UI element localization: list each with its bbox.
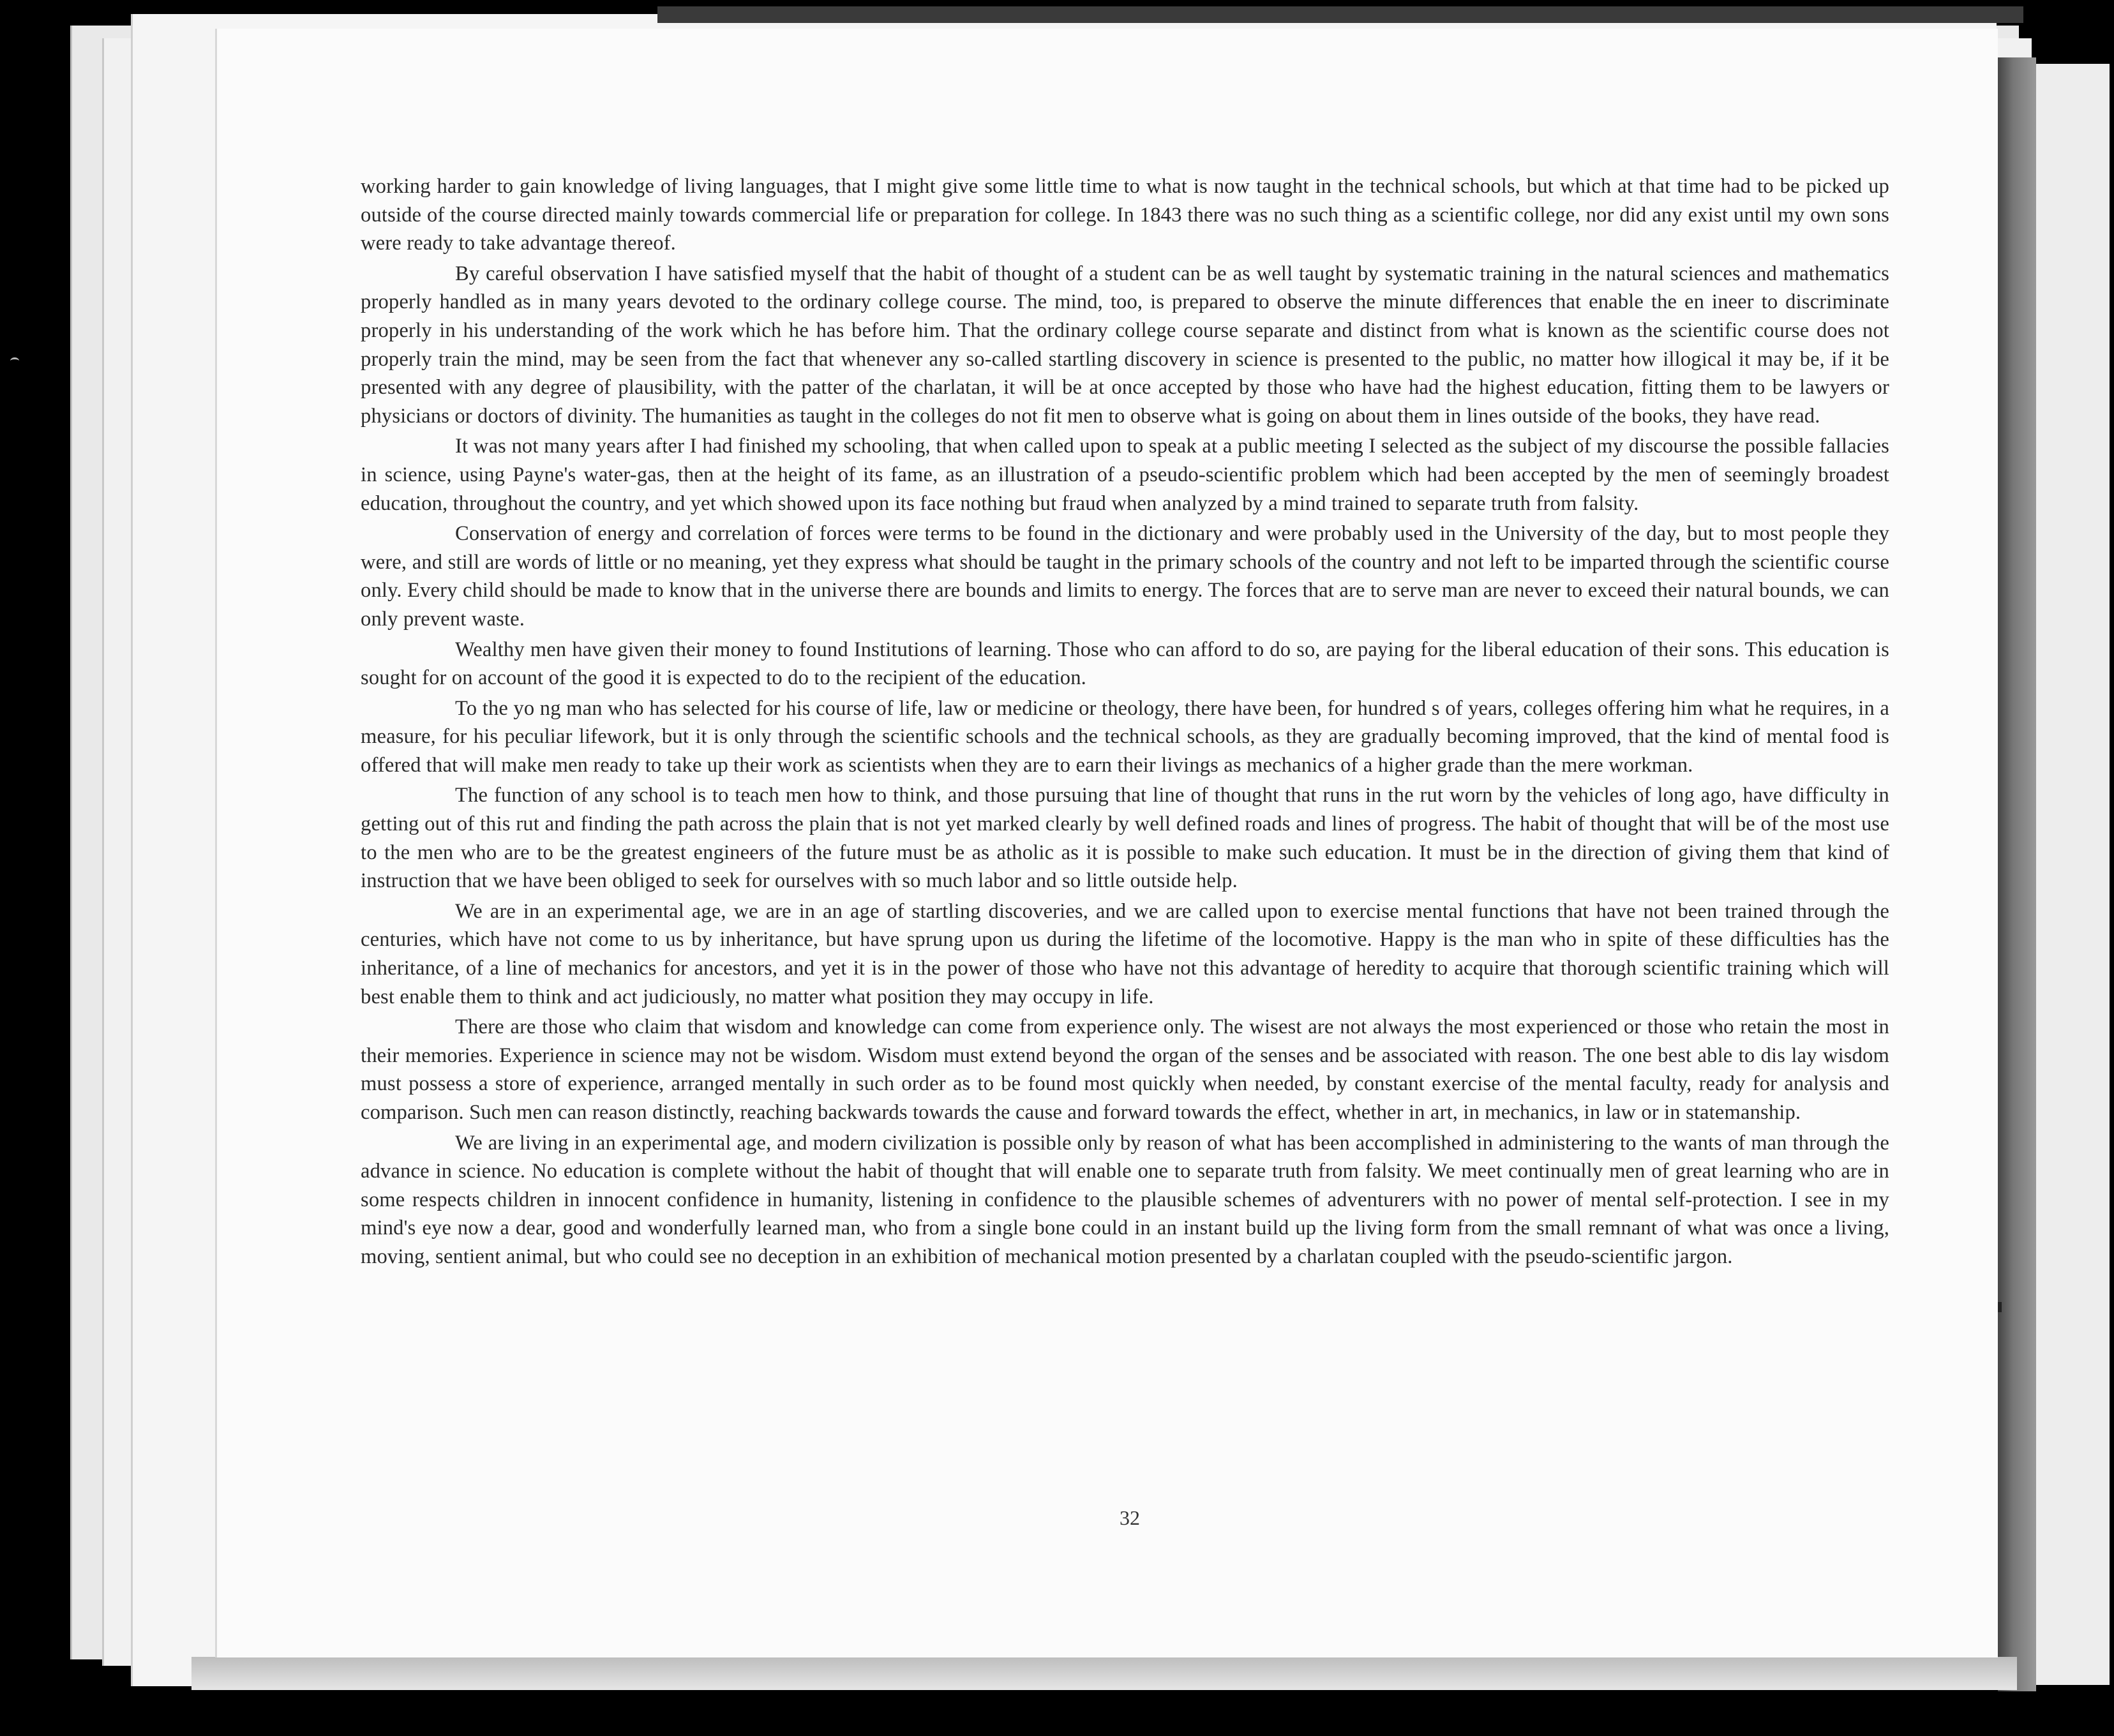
paragraph: We are in an experimental age, we are in an age of startling discoveries, and we are called upon to exercise mental functions that have not been trained through the centuries, which have not come to us by inheritance, but have sprung upon us during the lifetime of the locomotive. Happy is the man who in spite of these difficulties has the inheritance, of a line of mechanics for ancestors, and yet it is in the power of those who have not this advantage of heredity to acquire that thorough scientific training which will best enable them to think and act judiciously, no matter what position they may occupy in life. [361, 899, 1889, 1008]
paragraph: It was not many years after I had finished my schooling, that when called upon to speak at a public meeting I selected as the subject of my discourse the possible fallacies in science, using Payne's water-gas, then at the height of its fame, as an illustration of a pseudo-scientific problem which had been accepted by the men of seemingly broadest education, throughout the country, and yet which showed upon its face nothing but fraud when analyzed by a mind trained to separate truth from falsity. [361, 435, 1889, 515]
paragraph: To the yo ng man who has selected for his course of life, law or medicine or theology, there have been, for hundred s of years, colleges offering him what he requires, in a measure, for his peculiar lifework, but it is only through the scientific schools and the technical schools, as they are gradually becoming improved, that the kind of mental food is offered that will make men ready to take up their work as scientists when they are to earn their livings as mechanics of a higher grade than the mere workman. [361, 696, 1889, 777]
facing-page-edge [2036, 64, 2110, 1685]
page-number: 32 [1120, 1506, 1140, 1529]
paragraph: Wealthy men have given their money to found Institutions of learning. Those who can afford to do so, are paying for the liberal education of their sons. This education is sought for on account of the good it is expected to do to the recipient of the education. [361, 638, 1889, 690]
paragraph: There are those who claim that wisdom and knowledge can come from experience only. The wisest are not always the most experienced or those who retain the most in their memories. Experience in science may not be wisdom. Wisdom must extend beyond the organ of the senses and be associated with reason. The one best able to dis lay wisdom must possess a store of experience, arranged mentally in such order as to be found most quickly when needed, by constant exercise of the mental faculty, ready for analysis and comparison. Such men can reason distinctly, reaching backwards towards the cause and forward towards the effect, whether in art, in mechanics, in law or in statemanship. [361, 1015, 1889, 1124]
paragraph: By careful observation I have satisfied myself that the habit of thought of a student can be as well taught by systematic training in the natural sciences and mathematics properly handled as in many years devoted to the ordinary college course. The mind, too, is prepared to observe the minute differences that enable the en ineer to discriminate properly in his understanding of the work which he has before him. That the ordinary college course separate and distinct from what is known as the scientific course does not properly train the mind, may be seen from the fact that whenever any so-called startling discovery in science is presented to the public, no matter how illogical it may be, if it be presented with any degree of plausibility, with the patter of the charlatan, it will be at once accepted by those who have had the highest education, fitting them to be lawyers or physicians or doctors of divinity. The humanities as taught in the colleges do not fit men to observe what is going on about them in lines outside of the books, they have read. [361, 262, 1889, 428]
paragraph-continued: working harder to gain knowledge of living languages, that I might give some little time to what is now taught in the technical schools, but which at that time had to be picked up outside of the course directed mainly towards commercial life or preparation for college. In 1843 there was no such thing as a scientific college, nor did any exist until my own sons were ready to take advantage thereof. [361, 175, 1889, 255]
bottom-page-edge [191, 1657, 2017, 1690]
page-edge-shadow [1998, 57, 2036, 1691]
body-text [361, 172, 1889, 1273]
top-binding-edge [657, 6, 2023, 23]
document-page [217, 29, 1998, 1657]
paragraph: Conservation of energy and correlation of forces were terms to be found in the dictionary and were probably used in the University of the day, but to most people they were, and still are words of little or no meaning, yet they express what should be taught in the primary schools of the country and not left to be imparted through the scientific course only. Every child should be made to know that in the universe there are bounds and limits to energy. The forces that are to serve man are never to exceed their natural bounds, we can only prevent waste. [361, 522, 1889, 631]
edge-mark [1998, 1302, 2002, 1312]
margin-mark [10, 357, 19, 364]
paragraph: The function of any school is to teach men how to think, and those pursuing that line of thought that runs in the rut worn by the vehicles of long ago, have difficulty in getting out of this rut and finding the path across the plain that is not yet marked clearly by well defined roads and lines of progress. The habit of thought that will be of the most use to the men who are to be the greatest engineers of the future must be as atholic as it is possible to make such education. It must be in the direction of giving them that kind of instruction that we have been obliged to seek for ourselves with so much labor and so little outside help. [361, 784, 1889, 893]
paragraph: We are living in an experimental age, and modern civilization is possible only by reason of what has been accomplished in administering to the wants of man through the advance in science. No education is complete without the habit of thought that will enable one to separate truth from falsity. We meet continually men of great learning who are in some respects children in innocent confidence in humanity, listening in confidence to the plausible schemes of adventurers with no power of mental self-protection. I see in my mind's eye now a dear, good and wonderfully learned man, who from a single bone could in an instant build up the living form from the small remnant of what was once a living, moving, sentient animal, but who could see no deception in an exhibition of mechanical motion presented by a charlatan coupled with the pseudo-scientific jargon. [361, 1131, 1889, 1268]
